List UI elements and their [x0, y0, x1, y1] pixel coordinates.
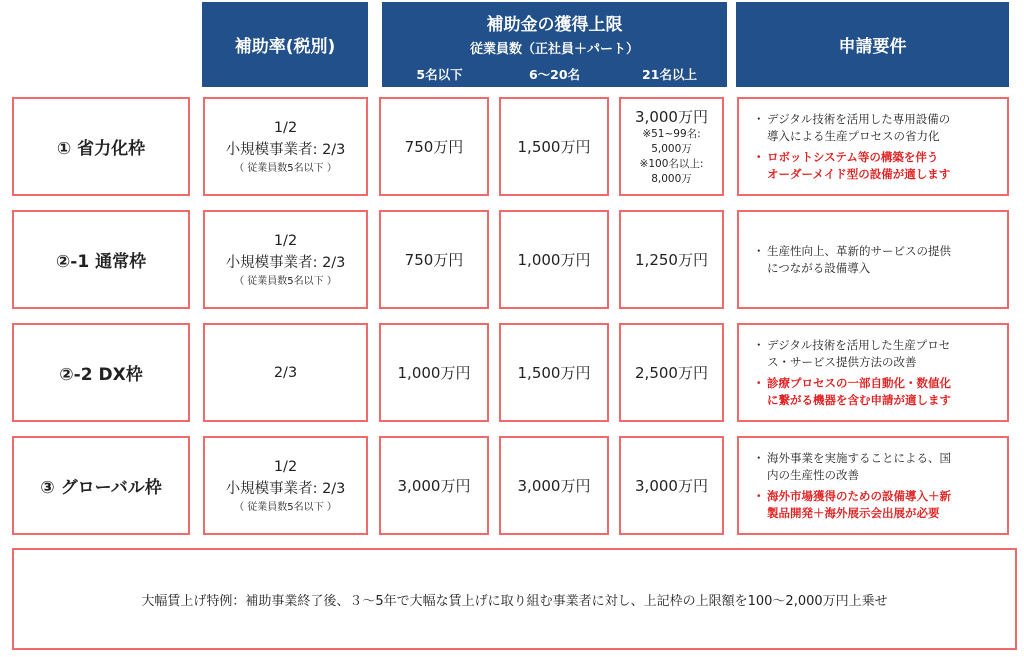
rate-value: 1/2 [273, 232, 298, 249]
requirement-text: 海外事業を実施することによる、国 [767, 450, 951, 465]
rate-cell [203, 97, 368, 196]
requirement-text: 生産性向上、革新的サービスの提供 [767, 243, 951, 258]
amount-cell [379, 210, 489, 309]
requirement-item [753, 243, 993, 277]
amount-value: 3,000万円 [635, 107, 708, 126]
amount-note: ※100名以上: [639, 157, 704, 170]
row-name [12, 436, 190, 535]
amount-cell [499, 323, 609, 422]
amount-value: 1,500万円 [517, 138, 591, 156]
requirement-item-emphasis [753, 488, 993, 522]
amount-value: 750万円 [404, 138, 464, 156]
requirements-cell [737, 210, 1009, 309]
amount-note: 5,000万 [651, 142, 692, 155]
amount-value: 3,000万円 [517, 477, 591, 495]
rate-note: （ 従業員数5名以下 ） [234, 162, 337, 174]
rate-small-business: 小規模事業者: 2/3 [225, 480, 346, 497]
amount-cell [499, 97, 609, 196]
header-rate-label: 補助率(税別) [234, 37, 336, 57]
requirement-text: 導入による生産プロセスの省力化 [767, 128, 940, 143]
row-name [12, 323, 190, 422]
requirement-text: 診療プロセスの一部自動化・数値化 [767, 375, 951, 390]
requirement-text: デジタル技術を活用した生産プロセ [767, 337, 951, 352]
requirement-text: 海外市場獲得のための設備導入＋新 [767, 488, 951, 503]
bullet-mark: ・ [753, 243, 765, 258]
amount-note: ※51~99名: [642, 127, 701, 140]
header-col-1: 5名以下 [416, 67, 463, 82]
header-requirements [736, 2, 1009, 87]
header-limit [382, 2, 727, 87]
amount-cell [619, 323, 724, 422]
amount-value: 2,500万円 [635, 364, 708, 382]
amount-value: 750万円 [404, 251, 464, 269]
rate-cell [203, 436, 368, 535]
amount-cell [499, 210, 609, 309]
amount-value: 1,000万円 [397, 364, 471, 382]
requirement-item [753, 450, 993, 484]
requirement-item [753, 111, 993, 145]
requirement-text: 内の生産性の改善 [767, 467, 859, 482]
row-name-label: ②-1 通常枠 [55, 252, 147, 272]
requirement-item-emphasis [753, 375, 993, 409]
rate-cell [203, 210, 368, 309]
requirement-text: オーダーメイド型の設備が適します [767, 166, 951, 181]
bullet-mark: ・ [753, 375, 765, 390]
amount-value: 1,000万円 [517, 251, 591, 269]
requirements-cell [737, 323, 1009, 422]
amount-note: 8,000万 [651, 172, 692, 185]
requirement-item-emphasis [753, 149, 993, 183]
amount-cell [619, 210, 724, 309]
rate-note: （ 従業員数5名以下 ） [234, 275, 337, 287]
bullet-mark: ・ [753, 111, 765, 126]
header-col-3: 21名以上 [642, 67, 697, 82]
row-name-label: ① 省力化枠 [56, 139, 146, 159]
row-name-label: ②-2 DX枠 [59, 365, 143, 385]
bullet-mark: ・ [753, 488, 765, 503]
rate-value: 2/3 [273, 364, 298, 381]
requirement-item [753, 337, 993, 371]
header-requirements-label: 申請要件 [838, 37, 907, 57]
bullet-mark: ・ [753, 149, 765, 164]
requirement-text: デジタル技術を活用した専用設備の [767, 111, 951, 126]
amount-cell [379, 323, 489, 422]
header-limit-title: 補助金の獲得上限 [486, 15, 623, 35]
requirement-text: ロボットシステム等の構築を伴う [767, 149, 939, 164]
amount-cell [619, 97, 724, 196]
rate-cell [203, 323, 368, 422]
requirement-text: ス・サービス提供方法の改善 [767, 354, 917, 369]
rate-small-business: 小規模事業者: 2/3 [225, 254, 346, 271]
rate-small-business: 小規模事業者: 2/3 [225, 141, 346, 158]
header-rate [202, 2, 368, 87]
amount-cell [619, 436, 724, 535]
requirement-text: につながる設備導入 [767, 260, 871, 275]
row-name [12, 210, 190, 309]
requirement-text: に繋がる機器を含む申請が適します [767, 392, 951, 407]
rate-value: 1/2 [273, 119, 298, 136]
amount-value: 3,000万円 [397, 477, 471, 495]
bullet-mark: ・ [753, 337, 765, 352]
requirement-text: 製品開発＋海外展示会出展が必要 [767, 505, 940, 520]
amount-cell [379, 436, 489, 535]
amount-value: 3,000万円 [635, 477, 708, 495]
row-name-label: ③ グローバル枠 [40, 478, 162, 498]
footer-text: 大幅賃上げ特例：補助事業終了後、３〜5年で大幅な賃上げに取り組む事業者に対し、上記枠の上限額を100〜2,000万円上乗せ [141, 593, 888, 609]
header-col-2: 6〜20名 [528, 67, 581, 82]
footer-note [12, 548, 1017, 650]
requirements-cell [737, 97, 1009, 196]
header-employees: 従業員数（正社員＋パート） [469, 42, 639, 57]
amount-cell [499, 436, 609, 535]
rate-value: 1/2 [273, 458, 298, 475]
row-name [12, 97, 190, 196]
amount-value: 1,500万円 [517, 364, 591, 382]
amount-cell [379, 97, 489, 196]
rate-note: （ 従業員数5名以下 ） [234, 501, 337, 513]
requirements-cell [737, 436, 1009, 535]
amount-value: 1,250万円 [635, 251, 708, 269]
bullet-mark: ・ [753, 450, 765, 465]
